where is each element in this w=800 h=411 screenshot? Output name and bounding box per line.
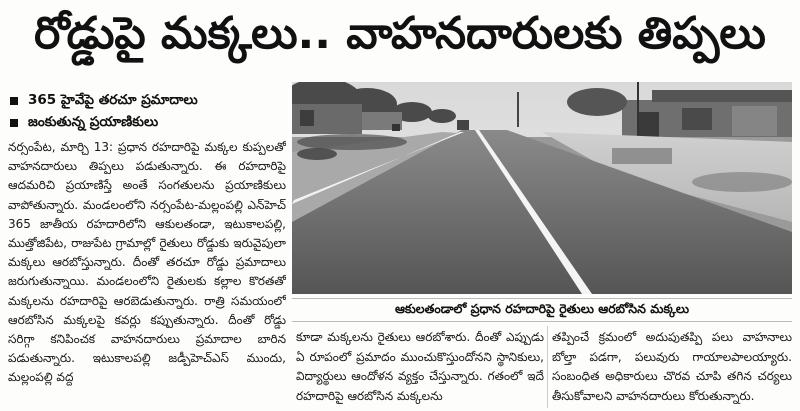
bullet-square-icon	[10, 97, 18, 105]
road-photo-illustration	[292, 82, 792, 294]
photo-caption: ఆకులతండాలో ప్రధాన రహదారిపై రైతులు ఆరబోసిన మక్కలు	[292, 298, 792, 322]
article-column-1: నర్సంపేట, మార్చి 13: ప్రధాన రహదారిపై మక్కల కుప్పలతో వాహనదారులు తిప్పలు పడుతున్నారు. ఈ రహదారిపై ఆదమరిచి ప్రయాణిస్తే అంతే సంగతులను ప్రయాణికులు వాపోతున్నారు. మండలంలోని నర్సంపేట-మల్లంపల్లి ఎన్‌హెచ్ 365 జాతీయ రహదారిలోని ఆకులతండా, ఇటుకాలపల్లి, ముత్తోజిపేట, రాజుపేట గ్రామాల్లో రైతులు రోడ్డుకు ఇరువైపులా మక్కలు ఆరబోస్తున్నారు. దీంతో తరచూ రోడ్డు ప్రమాదాలు జరుగుతున్నాయి. మండలంలోని రైతులకు కల్లాల కొరతతో మక్కలను రహదారిపై ఆరబెడుతున్నారు. రాత్రి సమయంలో ఆరబోసిన మక్కలపై కవర్లు కప్పుతున్నారు. దీంతో రోడ్డు సరిగ్గా కనిపించక వాహనదారులు ప్రమాదాల బారిన పడుతున్నారు. ఇటుకాలపల్లి జడ్పీహెచ్ఎస్ ముందు, మల్లంపల్లి వద్ద	[8, 140, 286, 385]
bullet-item	[8, 112, 290, 134]
bullet-text: 365 హైవేపై తరచూ ప్రమాదాలు	[28, 91, 198, 108]
bullet-text: జంకుతున్న ప్రయాణికులు	[28, 113, 159, 130]
bullet-item	[8, 90, 290, 112]
bullet-list	[8, 90, 290, 134]
column-divider	[547, 326, 548, 408]
article-column-2: కూడా మక్కలను రైతులు ఆరబోశారు. దీంతో ఎప్పుడు ఏ రూపంలో ప్రమాదం ముంచుకొస్తుందోనని స్థానికులు, విద్యార్థులు ఆందోళన వ్యక్తం చేస్తున్నారు. గతంలో ఇదే రహదారిపై ఆరబోసిన మక్కలను	[296, 330, 544, 403]
bullet-square-icon	[10, 119, 18, 127]
news-photo	[292, 82, 792, 294]
headline: రోడ్డుపై మక్కలు.. వాహనదారులకు తిప్పలు	[34, 8, 766, 59]
article-column-3: తప్పించే క్రమంలో అదుపుతప్పి పలు వాహనాలు బోల్తా పడగా, పలువురు గాయాలపాలయ్యారు. సంబంధిత అధికారులు చొరవ చూపి తగిన చర్యలు తీసుకోవాలని వాహనదారులు కోరుతున్నారు.	[552, 330, 792, 403]
